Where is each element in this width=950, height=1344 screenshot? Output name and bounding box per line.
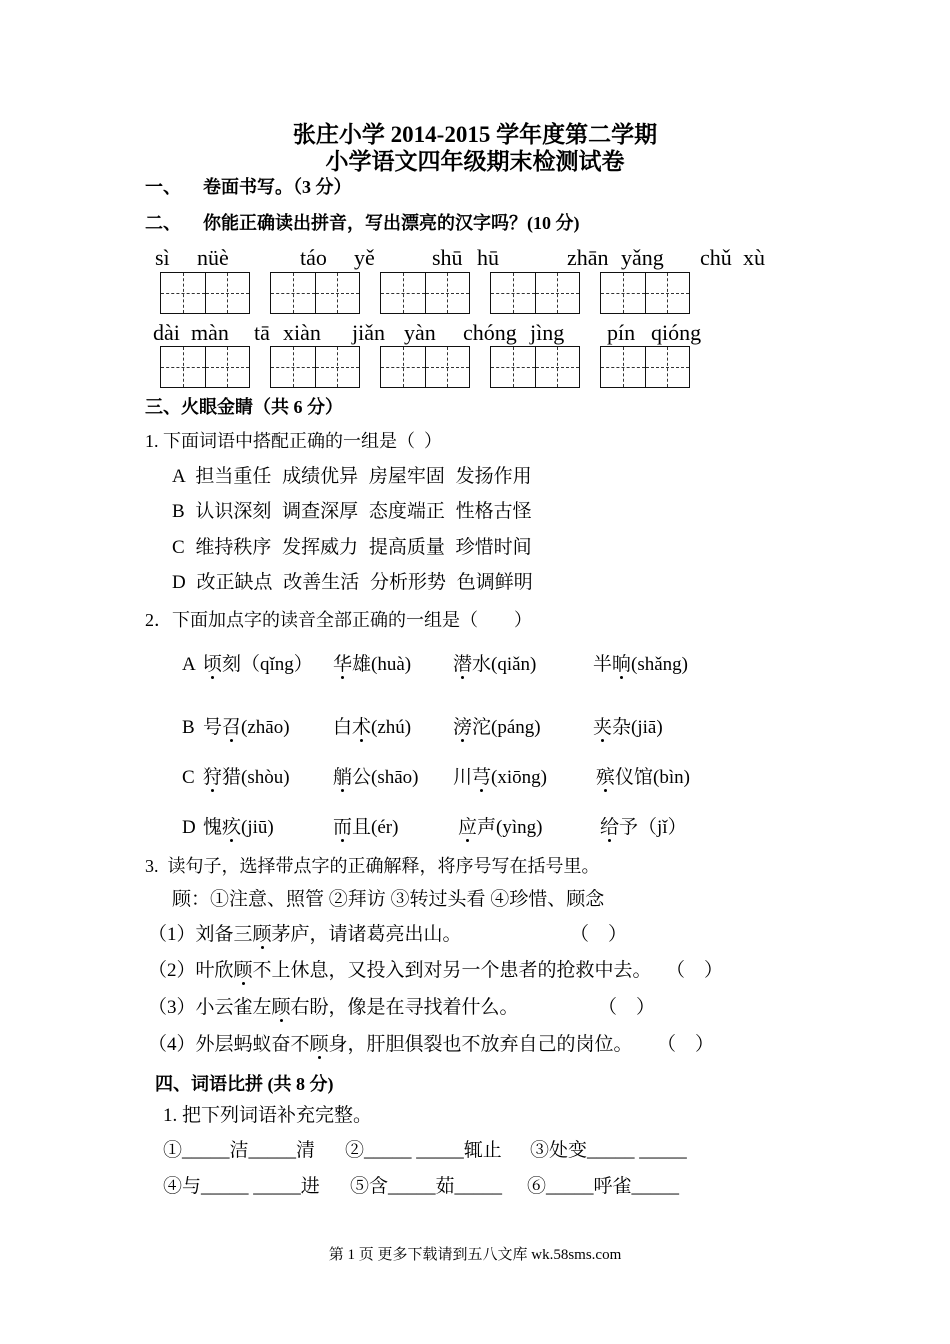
- fill-blank-idiom: ④与_____ _____进: [163, 1176, 320, 1197]
- dotted-character: 疚: [222, 817, 242, 838]
- dotted-character: 召: [222, 717, 242, 738]
- word-rest: (xiōng): [491, 767, 547, 788]
- pinyin-syllable: jìng: [530, 320, 565, 345]
- word-start: 愧: [203, 817, 223, 838]
- part4-q1-stem: 1. 把下列词语补充完整。: [163, 1105, 373, 1126]
- q2-word-item: [596, 766, 690, 790]
- q1-stem: 1. 下面词语中搭配正确的一组是（ ）: [145, 431, 442, 451]
- q2-stem: 2．下面加点字的读音全部正确的一组是（ ）: [145, 610, 532, 630]
- dotted-character: 顾: [252, 924, 272, 945]
- answer-bracket: （ ）: [666, 960, 724, 981]
- word-rest: (zhāo): [241, 717, 290, 738]
- q2-word-item: [453, 716, 541, 740]
- q2-word-item: [593, 716, 663, 740]
- dotted-character: 芎: [472, 767, 492, 788]
- character-box-pair: [490, 346, 580, 388]
- word-rest: (jiū): [241, 817, 274, 838]
- character-box-pair: [380, 272, 470, 314]
- word-rest: 公(shāo): [352, 767, 419, 788]
- tianzige-cell: [601, 273, 645, 313]
- part4-heading: 四、词语比拼 (共 8 分): [155, 1074, 334, 1094]
- pinyin-syllable: dài: [153, 320, 180, 345]
- sentence-rest: 右盼，像是在寻找着什么。: [290, 997, 519, 1018]
- pinyin-syllable: yàn: [404, 320, 436, 345]
- q2-word-item: [203, 653, 313, 677]
- character-box-pair: [600, 272, 690, 314]
- pinyin-syllable: qióng: [651, 320, 702, 345]
- q1-option-a: A 担当重任 成绩优异 房屋牢固 发扬作用: [172, 466, 532, 487]
- q3-sentence-4: [148, 1033, 633, 1057]
- pinyin-syllable: pín: [607, 320, 636, 345]
- sentence-rest: 不上休息，又投入到对另一个患者的抢救中去。: [252, 960, 652, 981]
- word-rest: 水(qiǎn): [472, 654, 537, 675]
- dotted-character: 艄: [333, 767, 353, 788]
- tianzige-cell: [645, 273, 690, 313]
- tianzige-cell: [315, 273, 360, 313]
- q2-word-item: [453, 766, 547, 790]
- pinyin-syllable: xù: [743, 245, 765, 270]
- tianzige-cell: [425, 347, 470, 387]
- pinyin-syllable: táo: [300, 245, 327, 270]
- tianzige-cell: [425, 273, 470, 313]
- sentence-label: （1）: [148, 924, 196, 945]
- part1-number: 一、: [145, 177, 181, 197]
- tianzige-cell: [491, 273, 535, 313]
- pinyin-syllable: yě: [354, 245, 375, 270]
- word-rest: 雄(huà): [352, 654, 412, 675]
- pinyin-syllable: chǔ: [700, 245, 732, 270]
- tianzige-cell: [535, 347, 580, 387]
- tianzige-cell: [271, 273, 315, 313]
- part2-number: 二、: [145, 213, 181, 233]
- character-box-pair: [270, 346, 360, 388]
- sentence-label: （2）: [148, 960, 196, 981]
- q2-word-item: [333, 653, 411, 677]
- q2-word-item: [333, 716, 411, 740]
- pinyin-syllable: sì: [155, 245, 170, 270]
- q2-option-letter: D: [182, 817, 196, 838]
- pinyin-syllable: shū: [432, 245, 463, 270]
- dotted-character: 顾: [271, 997, 291, 1018]
- tianzige-cell: [161, 273, 205, 313]
- dotted-character: 而: [333, 817, 353, 838]
- fill-blank-idiom: ⑤含_____茹_____: [350, 1176, 503, 1197]
- dotted-character: 殡: [596, 767, 616, 788]
- dotted-character: 夹: [593, 717, 613, 738]
- tianzige-cell: [161, 347, 205, 387]
- word-rest: 仪馆(bìn): [615, 767, 690, 788]
- fill-blank-idiom: ②_____ _____辄止: [345, 1140, 502, 1161]
- q2-word-item: [453, 653, 536, 677]
- q2-option-letter: C: [182, 767, 195, 788]
- part1-heading: 卷面书写。（3 分）: [203, 177, 352, 197]
- word-rest: 沱(páng): [472, 717, 541, 738]
- word-rest: 猎(shòu): [222, 767, 290, 788]
- q2-option-letter: B: [182, 717, 195, 738]
- word-rest: 且(ér): [352, 817, 399, 838]
- tianzige-cell: [535, 273, 580, 313]
- tianzige-cell: [381, 347, 425, 387]
- q1-option-b: B 认识深刻 调查深厚 态度端正 性格古怪: [172, 501, 532, 522]
- tianzige-cell: [491, 347, 535, 387]
- answer-bracket: （ ）: [570, 924, 628, 945]
- q3-sentence-1: [148, 923, 462, 947]
- q3-meanings: 顾：①注意、照管 ②拜访 ③转过头看 ④珍惜、顾念: [172, 889, 605, 910]
- q2-word-item: [458, 816, 542, 840]
- dotted-character: 滂: [453, 717, 473, 738]
- pinyin-syllable: zhān: [567, 245, 609, 270]
- word-start: 川: [453, 767, 473, 788]
- word-rest: (shǎng): [631, 654, 689, 675]
- pinyin-syllable: tā: [254, 320, 270, 345]
- tianzige-cell: [315, 347, 360, 387]
- part3-heading: 三、火眼金睛（共 6 分）: [145, 397, 343, 417]
- dotted-character: 顾: [233, 960, 253, 981]
- fill-blank-idiom: ⑥_____呼雀_____: [527, 1176, 680, 1197]
- character-box-pair: [380, 346, 470, 388]
- q2-word-item: [600, 816, 687, 840]
- pinyin-syllable: yǎng: [621, 245, 664, 270]
- exam-title-term: 张庄小学 2014-2015 学年度第二学期: [292, 122, 658, 147]
- tianzige-cell: [601, 347, 645, 387]
- pinyin-syllable: hū: [477, 245, 499, 270]
- fill-blank-idiom: ③处变_____ _____: [530, 1140, 687, 1161]
- dotted-character: 晌: [612, 654, 632, 675]
- sentence-rest: 身，肝胆俱裂也不放弃自己的岗位。: [328, 1034, 633, 1055]
- dotted-character: 顷: [203, 654, 223, 675]
- character-box-pair: [270, 272, 360, 314]
- dotted-character: 应: [458, 817, 478, 838]
- pinyin-syllable: nüè: [197, 245, 229, 270]
- q3-stem: 3. 读句子，选择带点字的正确解释，将序号写在括号里。: [145, 856, 600, 876]
- word-start: 号: [203, 717, 223, 738]
- page-footer: 第 1 页 更多下载请到五八文库 wk.58sms.com: [328, 1247, 622, 1263]
- pinyin-syllable: chóng: [463, 320, 517, 345]
- pinyin-syllable: xiàn: [283, 320, 321, 345]
- word-rest: 杂(jiā): [612, 717, 663, 738]
- word-rest: 声(yìng): [477, 817, 543, 838]
- sentence-start: 刘备三: [195, 924, 253, 945]
- q2-word-item: [203, 816, 274, 840]
- sentence-label: （3）: [148, 997, 196, 1018]
- dotted-character: 术: [352, 717, 372, 738]
- pinyin-syllable: jiǎn: [352, 320, 385, 345]
- tianzige-cell: [271, 347, 315, 387]
- tianzige-cell: [205, 347, 250, 387]
- q2-option-letter: A: [182, 654, 196, 675]
- sentence-start: 外层蚂蚁奋不: [195, 1034, 310, 1055]
- exam-title-subject: 小学语文四年级期末检测试卷: [325, 149, 625, 174]
- dotted-character: 华: [333, 654, 353, 675]
- q2-word-item: [333, 766, 419, 790]
- q2-word-item: [203, 766, 290, 790]
- tianzige-cell: [381, 273, 425, 313]
- answer-bracket: （ ）: [598, 997, 656, 1018]
- tianzige-cell: [645, 347, 690, 387]
- q3-sentence-2: [148, 959, 652, 983]
- word-rest: 予（jǐ）: [619, 817, 687, 838]
- word-rest: (zhú): [371, 717, 412, 738]
- word-start: 白: [333, 717, 353, 738]
- part2-heading: 你能正确读出拼音，写出漂亮的汉字吗？(10 分): [203, 213, 580, 233]
- sentence-start: 小云雀左: [195, 997, 272, 1018]
- sentence-label: （4）: [148, 1034, 196, 1055]
- dotted-character: 狩: [203, 767, 223, 788]
- answer-bracket: （ ）: [657, 1034, 715, 1055]
- q2-word-item: [333, 816, 398, 840]
- word-rest: 刻（qǐng）: [222, 654, 313, 675]
- character-box-pair: [160, 346, 250, 388]
- sentence-start: 叶欣: [195, 960, 234, 981]
- character-box-pair: [600, 346, 690, 388]
- character-box-pair: [160, 272, 250, 314]
- q1-option-c: C 维持秩序 发挥威力 提高质量 珍惜时间: [172, 537, 532, 558]
- character-box-pair: [490, 272, 580, 314]
- q2-word-item: [593, 653, 688, 677]
- tianzige-cell: [205, 273, 250, 313]
- sentence-rest: 茅庐，请诸葛亮出山。: [271, 924, 462, 945]
- dotted-character: 给: [600, 817, 620, 838]
- dotted-character: 顾: [309, 1034, 329, 1055]
- pinyin-syllable: màn: [191, 320, 229, 345]
- fill-blank-idiom: ①_____洁_____清: [163, 1140, 316, 1161]
- q1-option-d: D 改正缺点 改善生活 分析形势 色调鲜明: [172, 572, 533, 593]
- q2-word-item: [203, 716, 290, 740]
- dotted-character: 潜: [453, 654, 473, 675]
- q3-sentence-3: [148, 996, 519, 1020]
- word-start: 半: [593, 654, 613, 675]
